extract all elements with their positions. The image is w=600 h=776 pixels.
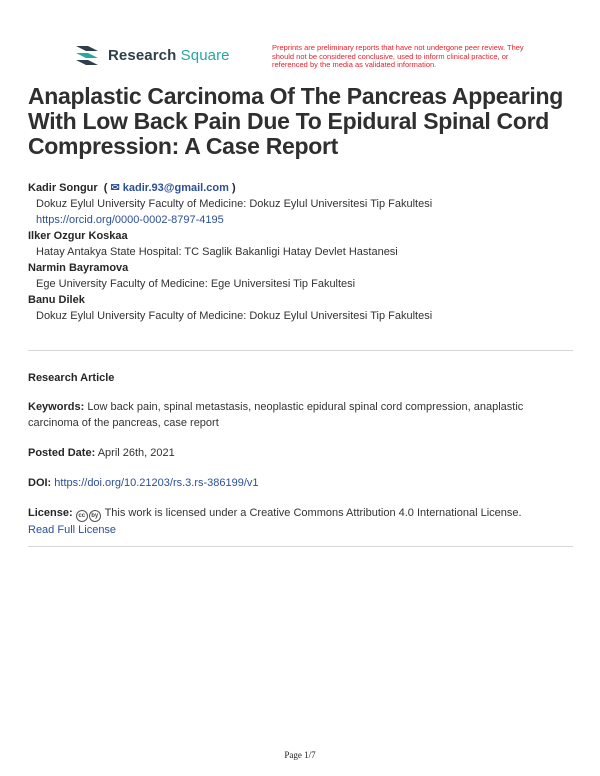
creative-commons-icon: cc xyxy=(76,510,88,522)
license xyxy=(28,505,576,538)
keywords-label: Keywords: xyxy=(28,401,85,413)
research-square-logo[interactable] xyxy=(74,44,230,66)
paper-title: Anaplastic Carcinoma Of The Pancreas Appearing With Low Back Pain Due To Epidural Spinal Cord Compression: A Case Report xyxy=(28,83,563,159)
article-type: Research Article xyxy=(28,372,115,384)
page-number: Page 1/7 xyxy=(284,750,316,760)
research-square-logo-icon xyxy=(74,44,100,66)
doi-label: DOI: xyxy=(28,477,52,489)
posted-date xyxy=(28,445,576,461)
author-affiliation: Dokuz Eylul University Faculty of Medicine: Dokuz Eylul Universitesi Tip Fakultesi xyxy=(36,310,433,322)
divider xyxy=(28,350,573,351)
author-name: Ilker Ozgur Koskaa xyxy=(28,230,128,242)
read-full-license-link[interactable]: Read Full License xyxy=(28,524,117,536)
divider xyxy=(28,546,573,547)
doi-link[interactable]: https://doi.org/10.21203/rs.3.rs-386199/v1 xyxy=(54,477,259,489)
keywords xyxy=(28,399,576,431)
author-name: Kadir Songur ( ✉ kadir.93@gmail.com ) xyxy=(28,182,236,194)
preprint-notice: Preprints are preliminary reports that have not undergone peer review. They should not be considered conclusive, used to inform clinical practice, or referenced by the media as validated information. xyxy=(272,43,524,70)
author-affiliation: Ege University Faculty of Medicine: Ege Universitesi Tip Fakultesi xyxy=(36,278,356,290)
author-list xyxy=(28,180,576,324)
author-affiliation: Dokuz Eylul University Faculty of Medicine: Dokuz Eylul Universitesi Tip Fakultesi xyxy=(36,198,433,210)
author-name: Narmin Bayramova xyxy=(28,262,129,274)
posted-date-label: Posted Date: xyxy=(28,447,96,459)
attribution-icon: by xyxy=(89,510,101,522)
author-name: Banu Dilek xyxy=(28,294,85,306)
posted-date-value: April 26th, 2021 xyxy=(97,447,175,459)
license-text: This work is licensed under a Creative Commons Attribution 4.0 International License. xyxy=(104,507,522,519)
keywords-value: Low back pain, spinal metastasis, neoplastic epidural spinal cord compression, anaplastic carcinoma of the pancreas, case report xyxy=(28,401,524,429)
author-affiliation: Hatay Antakya State Hospital: TC Saglik Bakanligi Hatay Devlet Hastanesi xyxy=(36,246,398,258)
doi xyxy=(28,475,576,491)
logo-wordmark: Research Square xyxy=(108,46,230,64)
orcid-link[interactable]: https://orcid.org/0000-0002-8797-4195 xyxy=(36,214,224,226)
envelope-icon: ✉ xyxy=(110,182,120,194)
author-email-link[interactable]: ✉ kadir.93@gmail.com xyxy=(110,182,229,194)
license-label: License: xyxy=(28,507,73,519)
